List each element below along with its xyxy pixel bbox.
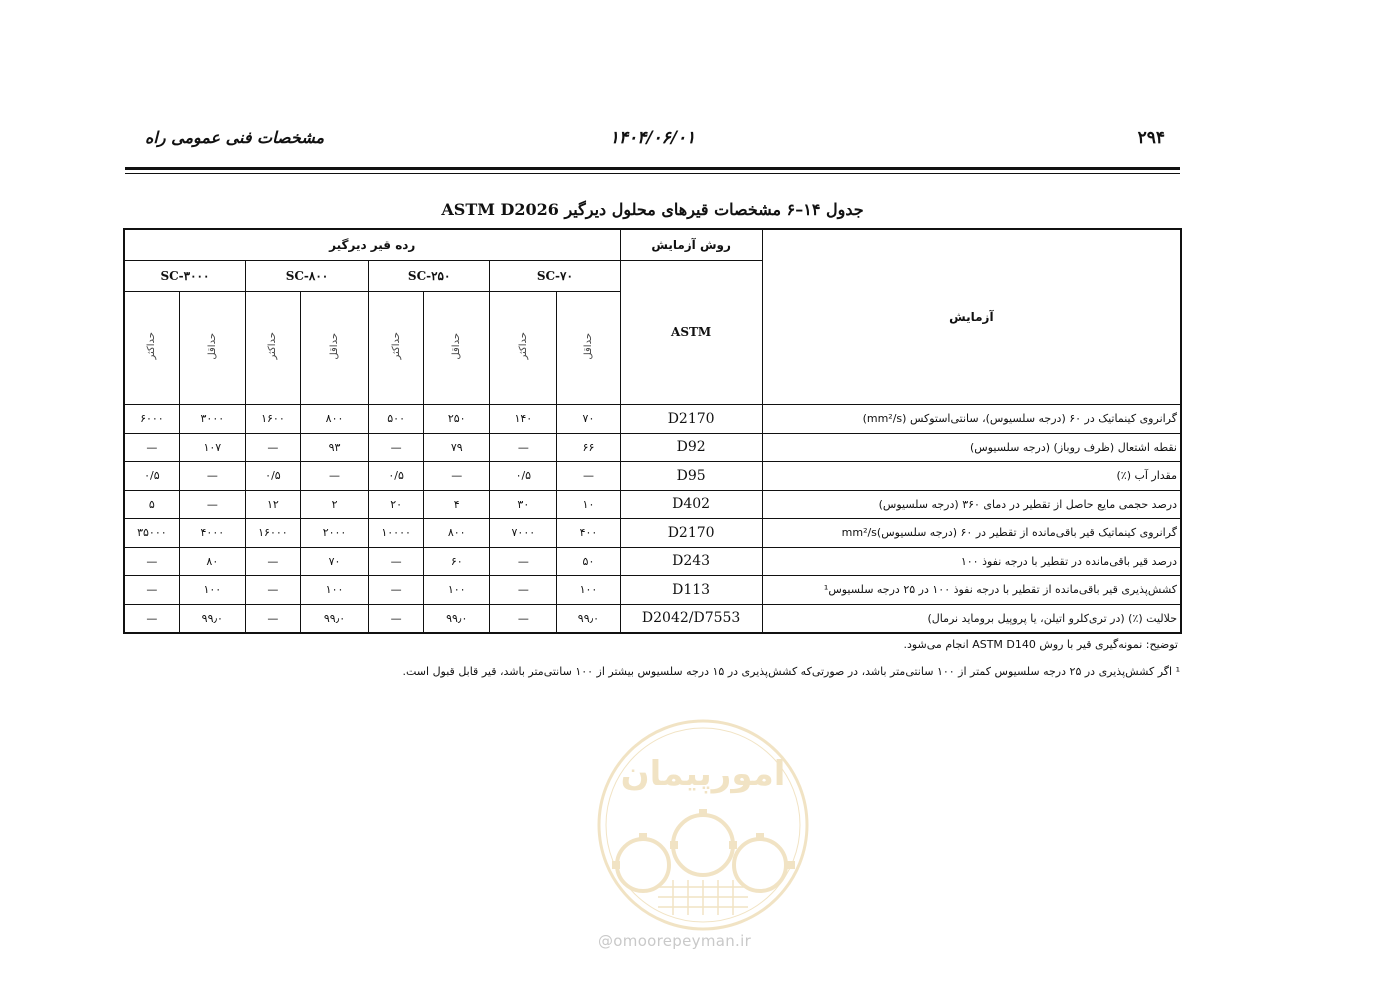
test-name-cell: مقدار آب (٪) (762, 462, 1181, 491)
min-value-cell: ۵۰ (557, 547, 620, 576)
max-value-cell: — (490, 604, 557, 633)
test-name-cell: درصد قیر باقی‌مانده در تقطیر با درجه نفوذ ۱۰۰ (762, 547, 1181, 576)
specification-table (123, 228, 1182, 634)
min-value-cell: ۹۹٫۰ (424, 604, 490, 633)
min-value-cell: ۹۹٫۰ (557, 604, 620, 633)
watermark-logo-text: امورپیمان (620, 754, 786, 794)
min-header: حداقل (300, 291, 368, 404)
max-value-cell: ۱۶۰۰ (245, 404, 300, 433)
max-value-cell: ۵ (124, 490, 179, 519)
table-row (124, 490, 1181, 519)
astm-method-cell: D95 (620, 462, 762, 491)
max-value-cell: ۰/۵ (369, 462, 424, 491)
max-value-cell: ۰/۵ (124, 462, 179, 491)
min-header: حداقل (557, 291, 620, 404)
max-value-cell: — (124, 576, 179, 605)
table-row (124, 433, 1181, 462)
max-value-cell: — (245, 604, 300, 633)
min-value-cell: ۱۰۰ (424, 576, 490, 605)
max-header: حداکثر (124, 291, 179, 404)
max-value-cell: — (245, 547, 300, 576)
min-value-cell: — (300, 462, 368, 491)
min-value-cell: — (557, 462, 620, 491)
min-value-cell: — (424, 462, 490, 491)
header-title: مشخصات فنی عمومی راه (145, 128, 325, 147)
min-value-cell: ۱۰۰ (300, 576, 368, 605)
min-value-cell: ۹۹٫۰ (300, 604, 368, 633)
max-value-cell: ۷۰۰۰ (490, 519, 557, 548)
max-value-cell: ۱۴۰ (490, 404, 557, 433)
max-value-cell: — (369, 576, 424, 605)
max-value-cell: — (124, 433, 179, 462)
table-row (124, 547, 1181, 576)
min-value-cell: ۷۹ (424, 433, 490, 462)
min-value-cell: ۲ (300, 490, 368, 519)
max-header: حداکثر (369, 291, 424, 404)
astm-method-cell: D2042/D7553 (620, 604, 762, 633)
min-value-cell: ۸۰۰ (300, 404, 368, 433)
astm-method-cell: D243 (620, 547, 762, 576)
min-value-cell: ۴۰۰۰ (179, 519, 245, 548)
gear-icon (617, 815, 786, 891)
min-value-cell: ۳۰۰۰ (179, 404, 245, 433)
astm-method-cell: D2170 (620, 519, 762, 548)
header-rule-thin (125, 173, 1180, 174)
table-footnote: ¹ اگر کشش‌پذیری در ۲۵ درجه سلسیوس کمتر از ۱۰۰ سانتی‌متر باشد، در صورتی‌که کشش‌پذیری در ۱۵ درجه سلسیوس بیشتر از ۱۰۰ سانتی‌متر باشد، قیر قابل قبول است. (402, 665, 1180, 678)
table-row (124, 462, 1181, 491)
header-date: ۱۴۰۴/۰۶/۰۱ (609, 128, 696, 148)
max-value-cell: — (490, 576, 557, 605)
max-value-cell: ۱۶۰۰۰ (245, 519, 300, 548)
max-value-cell: — (369, 604, 424, 633)
max-value-cell: ۰/۵ (490, 462, 557, 491)
grid-icon (658, 880, 748, 915)
max-value-cell: — (124, 547, 179, 576)
page-header (125, 128, 1180, 158)
test-name-cell: گرانروی کینماتیک قیر باقی‌مانده از تقطیر در ۶۰ (درجه سلسیوس)mm²/s (762, 519, 1181, 548)
test-name-cell: حلالیت (٪) (در تری‌کلرو اتیلن، یا پروپیل بروماید نرمال) (762, 604, 1181, 633)
max-value-cell: ۵۰۰ (369, 404, 424, 433)
max-value-cell: — (245, 433, 300, 462)
min-value-cell: ۲۵۰ (424, 404, 490, 433)
watermark-site: @omoorepeyman.ir (598, 932, 752, 950)
min-value-cell: ۹۳ (300, 433, 368, 462)
min-value-cell: — (179, 462, 245, 491)
max-value-cell: — (369, 433, 424, 462)
watermark-logo (588, 715, 818, 935)
header-method-astm: ASTM (620, 260, 762, 404)
max-header: حداکثر (490, 291, 557, 404)
test-name-cell: گرانروی کینماتیک در ۶۰ (درجه سلسیوس)، سانتی‌استوکس (mm²/s) (762, 404, 1181, 433)
min-value-cell: ۸۰۰ (424, 519, 490, 548)
min-value-cell: ۶۶ (557, 433, 620, 462)
min-value-cell: ۹۹٫۰ (179, 604, 245, 633)
table-body (124, 404, 1181, 633)
max-value-cell: — (245, 576, 300, 605)
max-value-cell: — (490, 433, 557, 462)
max-header: حداکثر (245, 291, 300, 404)
table-row (124, 519, 1181, 548)
table-row (124, 404, 1181, 433)
grade-header: SC-۷۰ (490, 260, 620, 291)
min-value-cell: ۱۰ (557, 490, 620, 519)
min-value-cell: ۷۰ (300, 547, 368, 576)
min-header: حداقل (424, 291, 490, 404)
header-grade: رده قیر دیرگیر (124, 229, 620, 260)
table-row (124, 604, 1181, 633)
test-name-cell: کشش‌پذیری قیر باقی‌مانده از تقطیر با درجه نفوذ ۱۰۰ در ۲۵ درجه سلسیوس¹ (762, 576, 1181, 605)
header-method: روش آزمایش (620, 229, 762, 260)
astm-method-cell: D2170 (620, 404, 762, 433)
max-value-cell: ۱۰۰۰۰ (369, 519, 424, 548)
min-value-cell: ۱۰۰ (557, 576, 620, 605)
max-value-cell: ۰/۵ (245, 462, 300, 491)
max-value-cell: ۱۲ (245, 490, 300, 519)
table-note: توضیح: نمونه‌گیری قیر با روش ASTM D140 انجام می‌شود. (903, 638, 1178, 651)
grade-header: SC-۲۵۰ (369, 260, 490, 291)
table-caption: جدول ۱۴–۶ مشخصات قیرهای محلول دیرگیر ASTM D2026 (441, 200, 864, 219)
min-value-cell: — (179, 490, 245, 519)
max-value-cell: ۳۰ (490, 490, 557, 519)
max-value-cell: ۶۰۰۰ (124, 404, 179, 433)
grade-header: SC-۳۰۰۰ (124, 260, 245, 291)
min-value-cell: ۸۰ (179, 547, 245, 576)
min-value-cell: ۷۰ (557, 404, 620, 433)
max-value-cell: — (369, 547, 424, 576)
max-value-cell: — (490, 547, 557, 576)
header-test: آزمایش (762, 229, 1181, 404)
min-value-cell: ۲۰۰۰ (300, 519, 368, 548)
astm-method-cell: D113 (620, 576, 762, 605)
min-value-cell: ۱۰۷ (179, 433, 245, 462)
test-name-cell: درصد حجمی مایع حاصل از تقطیر در دمای ۳۶۰ (درجه سلسیوس) (762, 490, 1181, 519)
test-name-cell: نقطه اشتعال (ظرف روباز) (درجه سلسیوس) (762, 433, 1181, 462)
min-value-cell: ۴۰۰ (557, 519, 620, 548)
min-value-cell: ۴ (424, 490, 490, 519)
max-value-cell: — (124, 604, 179, 633)
page-number: ۲۹۴ (1137, 128, 1165, 148)
max-value-cell: ۲۰ (369, 490, 424, 519)
min-value-cell: ۶۰ (424, 547, 490, 576)
header-rule-thick (125, 167, 1180, 170)
table-row (124, 576, 1181, 605)
min-header: حداقل (179, 291, 245, 404)
astm-method-cell: D402 (620, 490, 762, 519)
astm-method-cell: D92 (620, 433, 762, 462)
grade-header: SC-۸۰۰ (245, 260, 368, 291)
max-value-cell: ۳۵۰۰۰ (124, 519, 179, 548)
min-value-cell: ۱۰۰ (179, 576, 245, 605)
